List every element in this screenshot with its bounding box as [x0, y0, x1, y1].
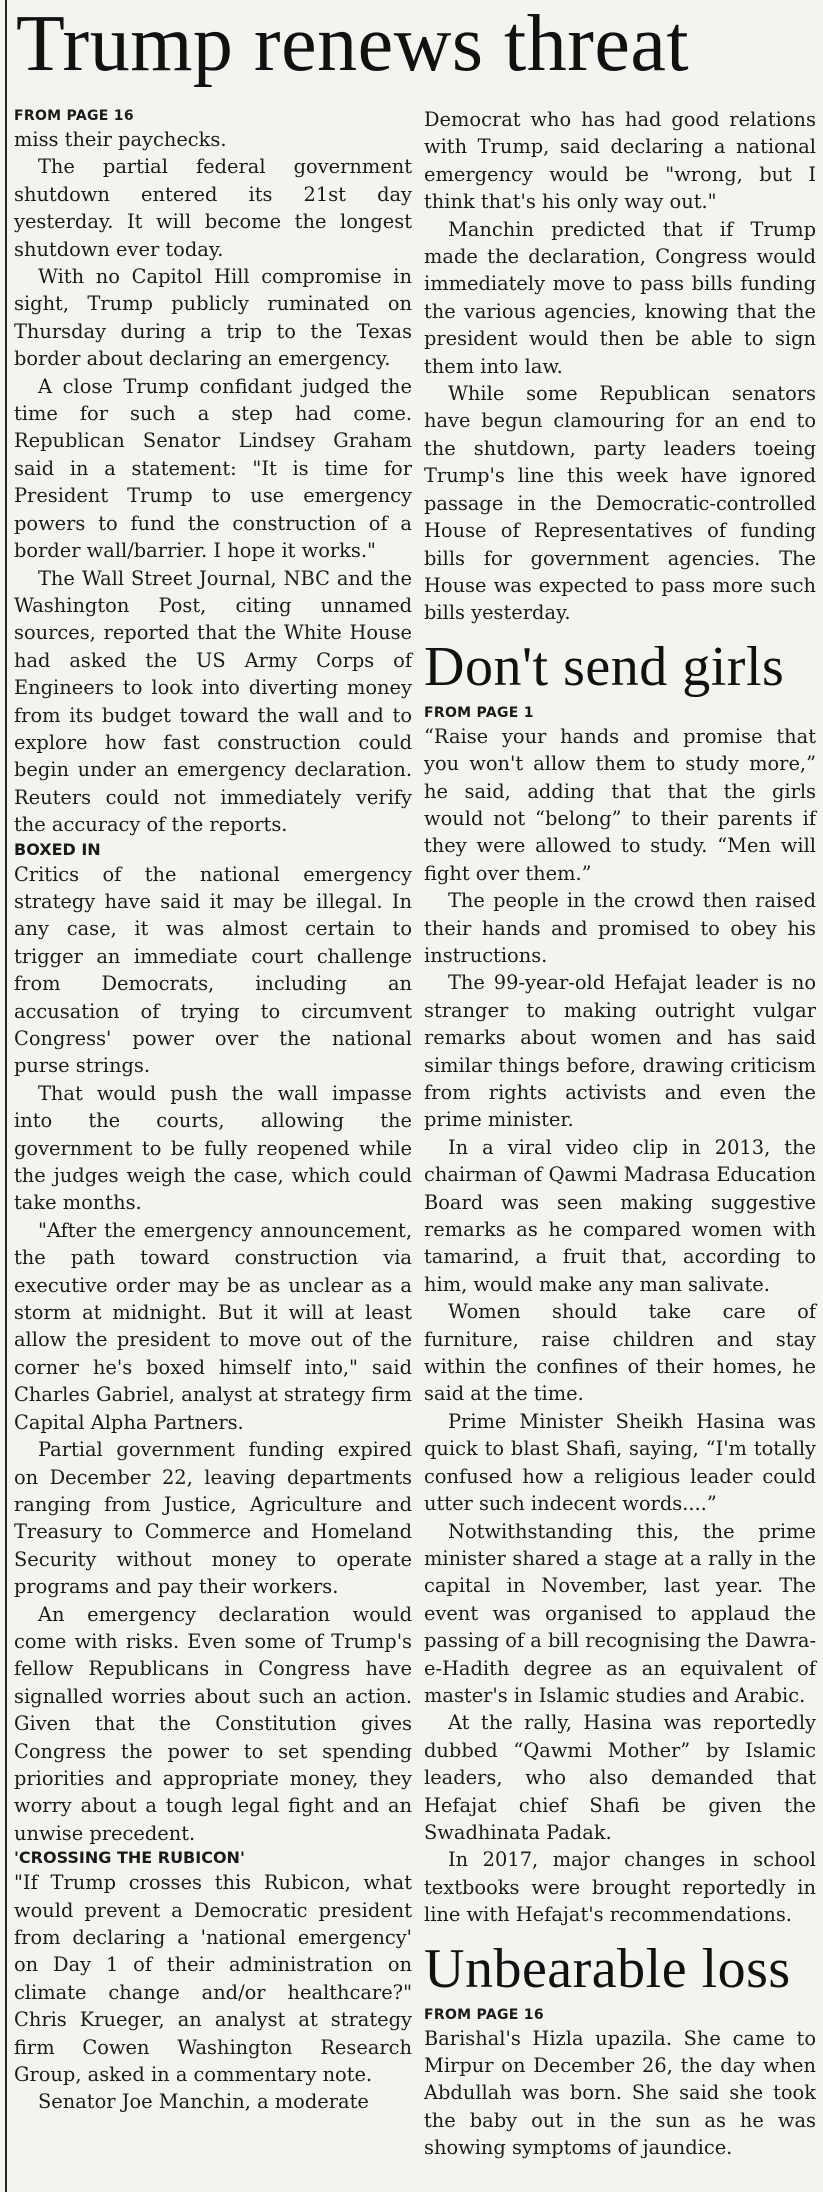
paragraph: Democrat who has had good relations with Trump, said declaring a national emergency would be "wrong, but I think that's his only way out." — [424, 108, 816, 214]
paragraph: In 2017, major changes in school textbooks were brought reportedly in line with Hefajat's recommendations. — [424, 1848, 816, 1927]
paragraph: Prime Minister Sheikh Hasina was quick to blast Shafi, saying, “I'm totally confused how a religious leader could utter such indecent words....” — [424, 1409, 816, 1516]
subhead-boxed-in: BOXED IN — [14, 839, 101, 859]
paragraph: The 99-year-old Hefajat leader is no stranger to making outright vulgar remarks about women and has said similar things before, drawing criticism from rights activists and even the prime minister. — [424, 971, 816, 1132]
paragraph: With no Capitol Hill compromise in sight, Trump publicly ruminated on Thursday during a trip to the Texas border about declaring an emergency. — [14, 265, 412, 371]
story1-headline: Trump renews threat — [16, 0, 690, 88]
paragraph: In a viral video clip in 2013, the chairman of Qawmi Madrasa Education Board was seen making suggestive remarks as he compared women with tamarind, a fruit that, according to him, would make any man salivate. — [424, 1135, 816, 1296]
column-2 — [424, 106, 816, 2162]
paragraph: “Raise your hands and promise that you won't allow them to study more,” he said, adding that that the girls would not “belong” to their parents if they were allowed to study. “Men will fight over them.” — [424, 724, 816, 885]
subhead-crossing-rubicon: 'CROSSING THE RUBICON' — [14, 1848, 245, 1868]
paragraph: The Wall Street Journal, NBC and the Washington Post, citing unnamed sources, reported that the White House had asked the US Army Corps of Engineers to look into diverting money from its budget toward the wall and to explore how fast construction could begin under an emergency declaration. Reuters could not immediately verify the accuracy of the reports. — [14, 566, 412, 837]
paragraph: While some Republican senators have begun clamouring for an end to the shutdown, party leaders toeing Trump's line this week have ignored passage in the Democratic-controlled House of Representatives of funding bills for government agencies. The House was expected to pass more such bills yesterday. — [424, 382, 816, 625]
paragraph: An emergency declaration would come with risks. Even some of Trump's fellow Republicans in Congress have signalled worries about such an action. Given that the Constitution gives Congress the power to set spending priorities and appropriate money, they worry about a tough legal fight and an unwise precedent. — [14, 1602, 412, 1845]
paragraph: The partial federal government shutdown entered its 21st day yesterday. It will become the longest shutdown ever today. — [14, 155, 412, 261]
paragraph: Women should take care of furniture, raise children and stay within the confines of their homes, he said at the time. — [424, 1300, 816, 1406]
paragraph: Partial government funding expired on December 22, leaving departments ranging from Justice, Agriculture and Treasury to Commerce and Homeland Security without money to operate programs and pay their workers. — [14, 1438, 412, 1599]
paragraph: Barishal's Hizla upazila. She came to Mirpur on December 26, the day when Abdullah was born. She said she took the baby out in the sun as he was showing symptoms of jaundice. — [424, 2026, 816, 2160]
paragraph: Senator Joe Manchin, a moderate — [38, 2090, 369, 2114]
paragraph: That would push the wall impasse into the courts, allowing the government to be fully reopened while the judges weigh the case, which could take months. — [14, 1081, 412, 1215]
paragraph: At the rally, Hasina was reportedly dubbed “Qawmi Mother” by Islamic leaders, who also demanded that Hefajat chief Shafi be given the Swadhinata Padak. — [424, 1711, 816, 1844]
paragraph: A close Trump confidant judged the time for such a step had come. Republican Senator Lindsey Graham said in a statement: "It is time for President Trump to use emergency powers to fund the construction of a border wall/barrier. I hope it works." — [14, 374, 412, 563]
column-1 — [14, 106, 412, 2116]
paragraph: Critics of the national emergency strategy have said it may be illegal. In any case, it was almost certain to trigger an immediate court challenge from Democrats, including an accusation of trying to circumvent Congress' power over the national purse strings. — [14, 862, 412, 1078]
story2-from-page: FROM PAGE 1 — [424, 704, 534, 721]
paragraph: The people in the crowd then raised their hands and promised to obey his instructions. — [424, 889, 816, 967]
paragraph: Manchin predicted that if Trump made the declaration, Congress would immediately move to pass bills funding the various agencies, knowing that the president would then be able to sign them into law. — [424, 217, 816, 378]
paragraph: "If Trump crosses this Rubicon, what would prevent a Democratic president from declaring a 'national emergency' on Day 1 of their administration on climate change and/or healthcare?" Chris Krueger, an analyst at strategy firm Cowen Washington Research Group, asked in a commentary note. — [14, 1871, 412, 2087]
story3-headline: Unbearable loss — [424, 1937, 791, 2000]
paragraph: "After the emergency announcement, the path toward construction via executive order may be as unclear as a storm at midnight. But it will at least allow the president to move out of the corner he's boxed himself into," said Charles Gabriel, analyst at strategy firm Capital Alpha Partners. — [14, 1218, 412, 1434]
story2-headline: Don't send girls — [424, 635, 785, 698]
paragraph: Notwithstanding this, the prime minister shared a stage at a rally in the capital in November, last year. The event was organised to applaud the passing of a bill recognising the Dawra-e-Hadith degree as an equivalent of master's in Islamic studies and Arabic. — [424, 1519, 816, 1707]
story3-from-page: FROM PAGE 16 — [424, 2006, 544, 2023]
paragraph: miss their paychecks. — [14, 128, 227, 151]
column-rule — [5, 0, 7, 2192]
story1-from-page: FROM PAGE 16 — [14, 108, 134, 124]
